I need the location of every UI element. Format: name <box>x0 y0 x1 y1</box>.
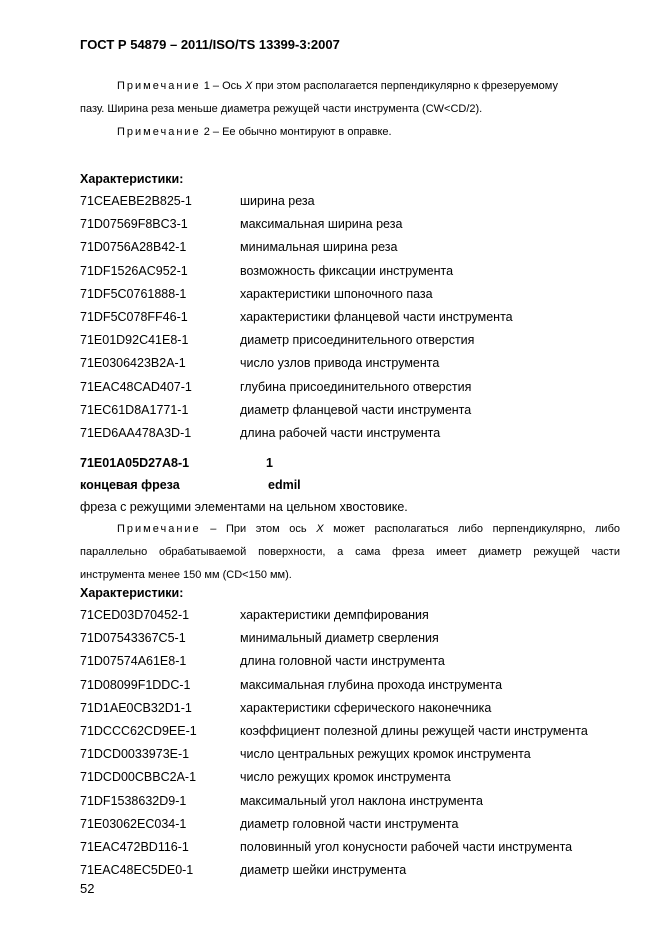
list-item: 71D07543367C5-1 минимальный диаметр сверления <box>80 631 439 646</box>
term-version: 1 <box>266 456 273 470</box>
list-item: 71D07569F8BC3-1 максимальная ширина реза <box>80 217 403 232</box>
section-2-heading: Характеристики: <box>80 586 184 600</box>
term-name: концевая фреза <box>80 478 180 492</box>
list-item: 71E01D92C41E8-1 диаметр присоединительного отверстия <box>80 333 475 348</box>
term-definition: фреза с режущими элементами на цельном хвостовике. <box>80 500 408 514</box>
list-item: 71E03062EC034-1 диаметр головной части инструмента <box>80 816 459 831</box>
note-2: Примечание 2 – Ее обычно монтируют в оправке. <box>117 126 392 138</box>
document-header: ГОСТ Р 54879 – 2011/ISO/TS 13399-3:2007 <box>80 37 340 52</box>
section-1-list <box>80 194 640 449</box>
list-item: 71D0756A28B42-1 минимальная ширина реза <box>80 240 398 255</box>
list-item: 71ED6AA478A3D-1 длина рабочей части инструмента <box>80 425 441 440</box>
list-item: 71DF5C0761888-1 характеристики шпоночного паза <box>80 286 433 301</box>
list-item: 71DF1526AC952-1 возможность фиксации инструмента <box>80 263 454 278</box>
section-2-list <box>80 608 640 886</box>
note-1-label: Примечание <box>117 80 201 92</box>
list-item: 71EAC48EC5DE0-1 диаметр шейки инструмента <box>80 863 407 878</box>
list-item: 71EAC472BD116-1 половинный угол конусности рабочей части инструмента <box>80 839 573 854</box>
list-item: 71DCD0033973E-1 число центральных режущих кромок инструмента <box>80 747 531 762</box>
list-item: 71E0306423B2A-1 число узлов привода инструмента <box>80 356 440 371</box>
note-3 <box>80 518 620 587</box>
note-3-label: Примечание <box>117 523 201 535</box>
list-item: 71DCD00CBBC2A-1 число режущих кромок инструмента <box>80 770 451 785</box>
list-item: 71EAC48CAD407-1 глубина присоединительного отверстия <box>80 379 472 394</box>
list-item: 71CEAEBE2B825-1 ширина реза <box>80 194 315 208</box>
list-item: 71CED03D70452-1 характеристики демпфирования <box>80 608 429 622</box>
list-item: 71DF5C078FF46-1 характеристики фланцевой части инструмента <box>80 309 513 324</box>
list-item: 71DF1538632D9-1 максимальный угол наклона инструмента <box>80 793 484 808</box>
note-3-line-3: инструмента менее 150 мм (CD<150 мм). <box>80 569 292 581</box>
list-item: 71DCCC62CD9EE-1 коэффициент полезной длины режущей части инструмента <box>80 723 588 738</box>
list-item: 71D1AE0CB32D1-1 характеристики сферического наконечника <box>80 700 492 715</box>
note-1-line-2: пазу. Ширина реза меньше диаметра режущей части инструмента (CW<CD/2). <box>80 103 483 115</box>
note-3-line-2: параллельно обрабатываемой поверхности, а сама фреза имеет диаметр режущей части <box>80 546 620 558</box>
term-abbreviation: edmil <box>268 478 301 492</box>
note-3-line-1: Примечание – При этом ось X может располагаться либо перпендикулярно, либо <box>117 523 620 535</box>
note-1-line-1: Примечание 1 – Ось X при этом располагается перпендикулярно к фрезеруемому <box>117 80 558 92</box>
list-item: 71EC61D8A1771-1 диаметр фланцевой части инструмента <box>80 402 472 417</box>
note-2-label: Примечание <box>117 126 201 138</box>
section-1-heading: Характеристики: <box>80 172 184 186</box>
list-item: 71D08099F1DDC-1 максимальная глубина прохода инструмента <box>80 677 503 692</box>
term-code: 71E01A05D27A8-1 <box>80 456 190 470</box>
list-item: 71D07574A61E8-1 длина головной части инструмента <box>80 654 445 669</box>
page-number: 52 <box>80 881 95 896</box>
note-1 <box>80 75 620 121</box>
